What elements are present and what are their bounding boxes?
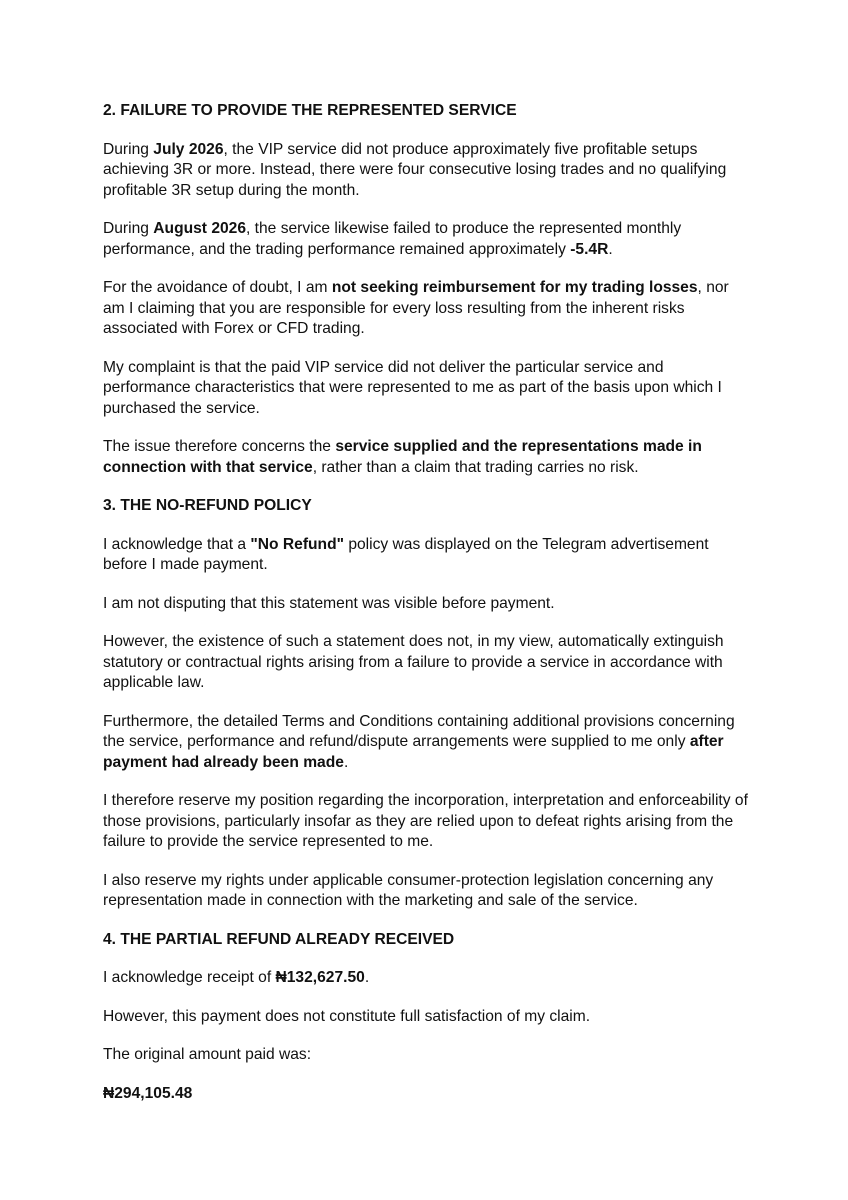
text-segment: I acknowledge that a [103,535,251,553]
section-4-paragraph-1 [103,968,753,989]
bold-text: August 2026 [153,220,247,237]
bold-text: -5.4R [570,240,609,258]
bold-text: after payment had already been made [103,733,724,771]
section-4-paragraph-2: However, this payment does not constitute full satisfaction of my claim. [103,1007,591,1025]
section-3-paragraph-1 [103,535,753,576]
amount-value: ₦294,105.48 [103,1084,193,1102]
bold-text: "No Refund" [250,535,344,553]
section-3-paragraph-2: I am not disputing that this statement was visible before payment. [103,594,555,612]
section-4-paragraph-3: The original amount paid was: [103,1046,312,1063]
section-4-heading: 4. THE PARTIAL REFUND ALREADY RECEIVED [103,930,455,948]
text-segment: policy was displayed on the Telegram advertisement before I made payment. [103,535,709,573]
section-2-paragraph-2 [103,219,753,260]
text-segment: , rather than a claim that trading carries no risk. [312,458,639,476]
text-segment: I acknowledge receipt of [103,969,276,986]
text-segment: . [343,753,349,771]
section-3-paragraph-4 [103,712,753,774]
text-segment: . [364,969,370,986]
original-amount [103,1084,753,1105]
text-segment: For the avoidance of doubt, I am [103,279,332,296]
section-3-heading: 3. THE NO-REFUND POLICY [103,497,312,514]
text-segment: , nor am I claiming that you are responsible for every loss resulting from the inherent risks associated with Forex or CFD trading. [103,279,729,337]
section-2-paragraph-5 [103,437,753,478]
section-2-paragraph-3 [103,278,753,340]
text-segment: During [103,140,154,158]
bold-text: ₦132,627.50 [275,969,365,986]
text-segment: The issue therefore concerns the [103,438,336,455]
bold-text: July 2026 [153,140,224,158]
text-segment: , the service likewise failed to produce the represented monthly performance, and the trading performance remained approximately [103,220,682,258]
section-3-paragraph-5: I therefore reserve my position regarding the incorporation, interpretation and enforceability of those provisions, particularly insofar as they are relied upon to defeat rights arising from the failure to provide the service represented to me. [103,792,748,850]
bold-text: service supplied and the representations made in connection with that service [103,438,702,476]
document-page [103,101,753,1104]
section-3-paragraph-3: However, the existence of such a statement does not, in my view, automatically extinguish statutory or contractual rights arising from a failure to provide a service in accordance with applicable law. [103,633,724,691]
text-segment: During [103,220,154,237]
text-segment: . [608,240,613,258]
text-segment: , the VIP service did not produce approximately five profitable setups achieving 3R or more. Instead, there were four consecutive losing trades and no qualifying profitable 3R setup during the month. [103,140,727,199]
section-2-paragraph-1 [103,140,753,202]
section-2-heading: 2. FAILURE TO PROVIDE THE REPRESENTED SERVICE [103,102,517,119]
text-segment: Furthermore, the detailed Terms and Conditions containing additional provisions concerning the service, performance and refund/dispute arrangements were supplied to me only [103,712,735,750]
section-3-paragraph-6: I also reserve my rights under applicable consumer-protection legislation concerning any representation made in connection with the marketing and sale of the service. [103,871,714,909]
section-2-paragraph-4: My complaint is that the paid VIP service did not deliver the particular service and performance characteristics that were represented to me as part of the basis upon which I purchased the service. [103,358,722,417]
bold-text: not seeking reimbursement for my trading losses [331,279,698,296]
